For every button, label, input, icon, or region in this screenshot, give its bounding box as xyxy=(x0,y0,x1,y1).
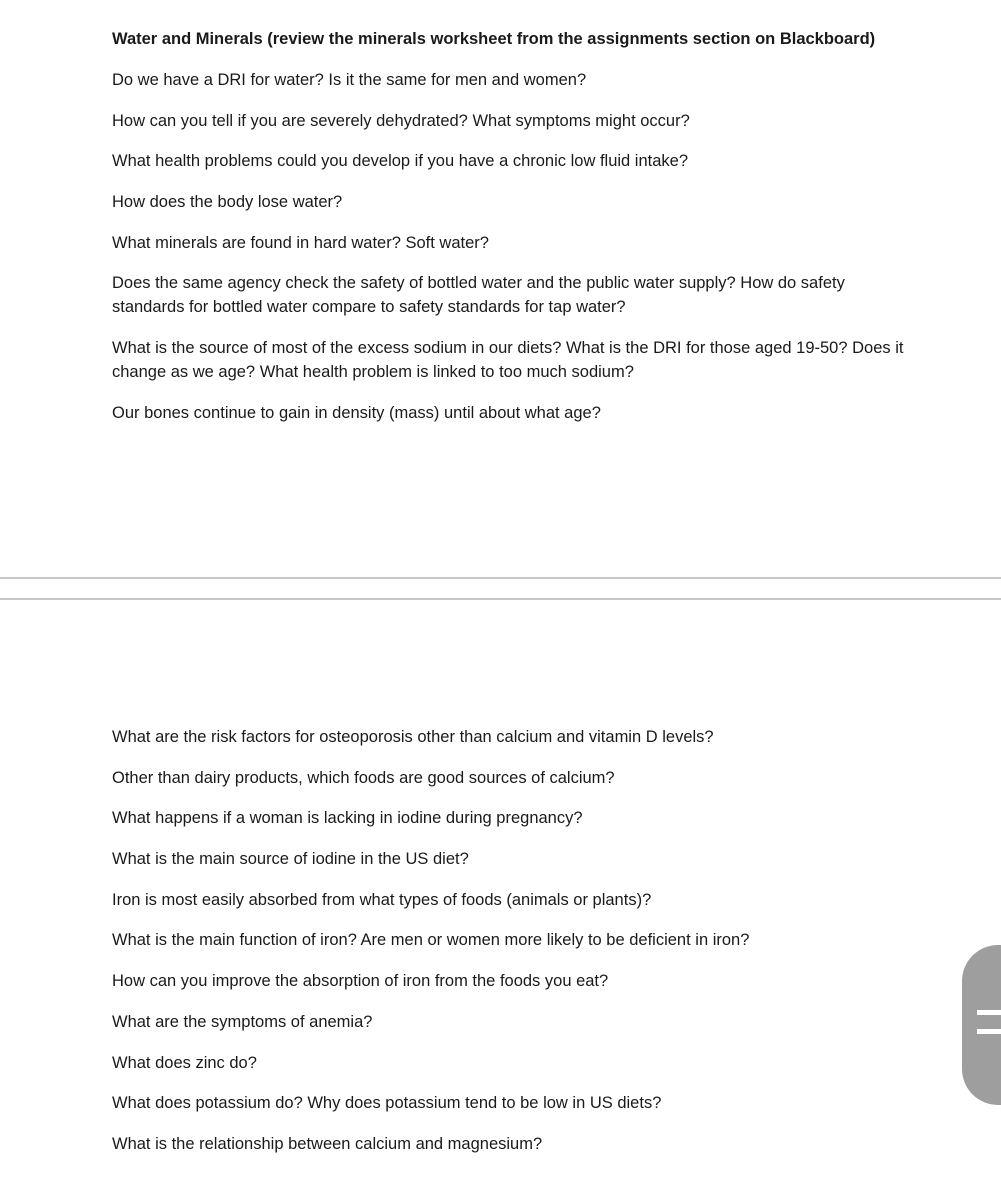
question-item: What is the main function of iron? Are men or women more likely to be deficient in iron? xyxy=(112,931,750,950)
question-item: What is the relationship between calcium and magnesium? xyxy=(112,1134,543,1153)
page-break-divider xyxy=(0,577,1001,600)
question-item: Do we have a DRI for water? Is it the same for men and women? xyxy=(112,71,587,89)
question-item: What does zinc do? xyxy=(112,1053,257,1072)
document-page-1 xyxy=(0,0,1001,577)
question-item: What health problems could you develop if you have a chronic low fluid intake? xyxy=(112,152,689,171)
question-item: What happens if a woman is lacking in iodine during pregnancy? xyxy=(112,809,583,828)
question-item: Our bones continue to gain in density (mass) until about what age? xyxy=(112,403,601,422)
question-item: Other than dairy products, which foods are good sources of calcium? xyxy=(112,768,615,787)
question-item: Does the same agency check the safety of bottled water and the public water supply? How do safety standards for bottled water compare to safety standards for tap water? xyxy=(112,274,845,317)
side-panel-handle[interactable] xyxy=(962,945,1001,1105)
question-item: How does the body lose water? xyxy=(112,193,343,212)
question-item: What are the risk factors for osteoporosis other than calcium and vitamin D levels? xyxy=(112,728,714,746)
section-heading: Water and Minerals (review the minerals worksheet from the assignments section on Blackboard) xyxy=(112,30,876,48)
question-item: Iron is most easily absorbed from what types of foods (animals or plants)? xyxy=(112,890,652,909)
page-1-content xyxy=(112,28,912,442)
page-2-content xyxy=(112,725,912,1173)
question-item: What are the symptoms of anemia? xyxy=(112,1012,373,1031)
question-item: What minerals are found in hard water? Soft water? xyxy=(112,233,489,252)
question-item: How can you improve the absorption of iron from the foods you eat? xyxy=(112,972,609,991)
question-item: What does potassium do? Why does potassium tend to be low in US diets? xyxy=(112,1094,662,1113)
question-item: What is the main source of iodine in the US diet? xyxy=(112,850,469,869)
question-item: What is the source of most of the excess sodium in our diets? What is the DRI for those aged 19-50? Does it change as we age? What health problem is linked to too much sodium? xyxy=(112,339,904,382)
document-page-2 xyxy=(0,600,1001,1180)
question-item: How can you tell if you are severely dehydrated? What symptoms might occur? xyxy=(112,111,690,130)
